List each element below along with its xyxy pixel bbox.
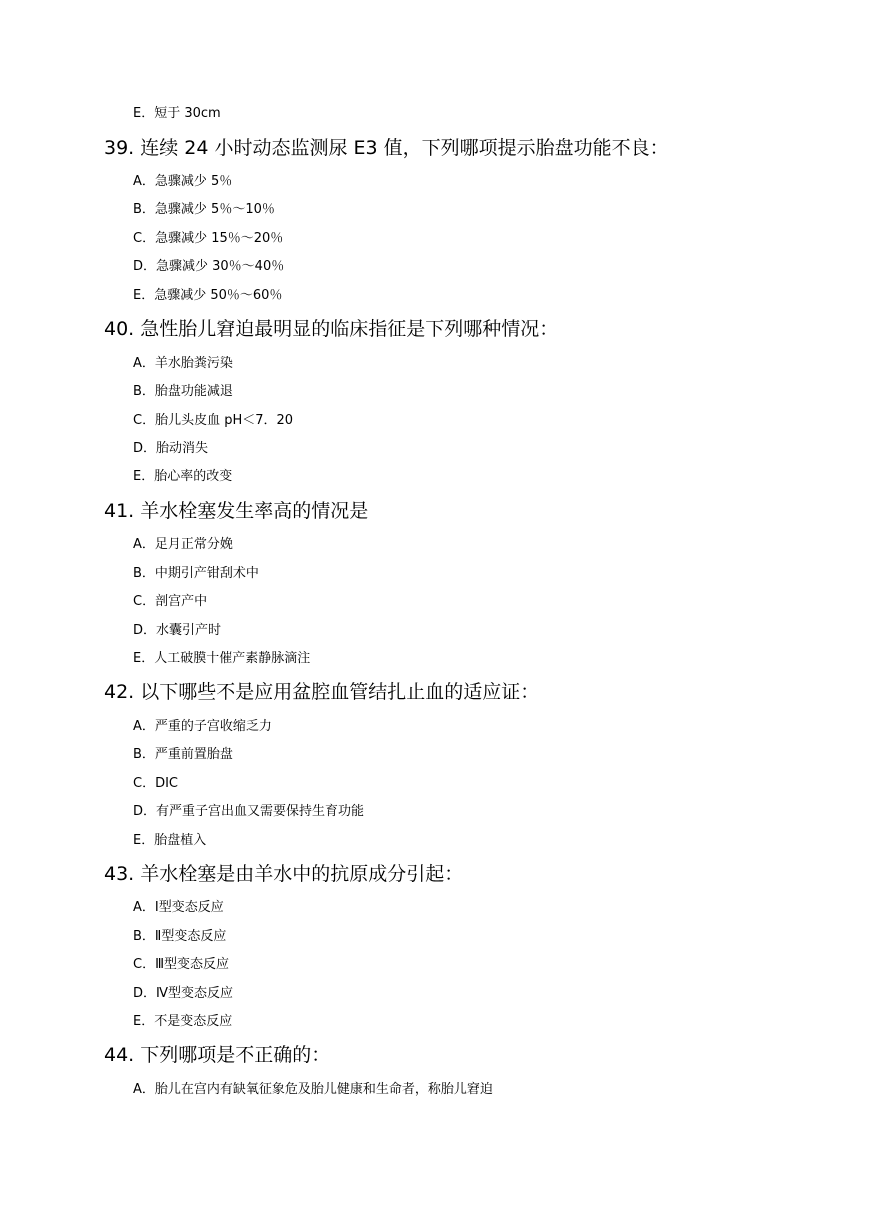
q43-option-a: A．Ⅰ型变态反应 — [133, 900, 224, 915]
question-43-title: 43. 羊水栓塞是由羊水中的抗原成分引起： — [104, 863, 464, 885]
q40-option-a: A．羊水胎粪污染 — [133, 356, 233, 371]
q44-option-a: A．胎儿在宫内有缺氧征象危及胎儿健康和生命者，称胎儿窘迫 — [133, 1082, 493, 1097]
q42-option-a: A．严重的子宫收缩乏力 — [133, 719, 272, 734]
q39-option-e: E．急骤减少 50％～60％ — [133, 288, 283, 303]
q40-option-b: B．胎盘功能减退 — [133, 384, 233, 399]
q40-option-d: D．胎动消失 — [133, 441, 209, 456]
question-41-title: 41. 羊水栓塞发生率高的情况是 — [104, 500, 369, 522]
q39-option-c: C．急骤减少 15％～20％ — [133, 231, 284, 246]
q41-option-a: A．足月正常分娩 — [133, 537, 233, 552]
question-39-title: 39. 连续 24 小时动态监测尿 E3 值，下列哪项提示胎盘功能不良： — [104, 137, 669, 159]
q42-option-e: E．胎盘植入 — [133, 833, 207, 848]
option-prev-e: E．短于 30cm — [133, 106, 221, 121]
q39-option-b: B．急骤减少 5％～10％ — [133, 202, 275, 217]
q41-option-e: E．人工破膜十催产素静脉滴注 — [133, 651, 311, 666]
q41-option-c: C．剖宫产中 — [133, 594, 208, 609]
q42-option-b: B．严重前置胎盘 — [133, 747, 233, 762]
q42-option-d: D．有严重子宫出血又需要保持生育功能 — [133, 804, 365, 819]
q39-option-a: A．急骤减少 5％ — [133, 174, 233, 189]
q43-option-c: C．Ⅲ型变态反应 — [133, 957, 230, 972]
q41-option-d: D．水囊引产时 — [133, 623, 222, 638]
question-40-title: 40. 急性胎儿窘迫最明显的临床指征是下列哪种情况： — [104, 318, 559, 340]
q43-option-b: B．Ⅱ型变态反应 — [133, 929, 227, 944]
q43-option-e: E．不是变态反应 — [133, 1014, 233, 1029]
q43-option-d: D．Ⅳ型变态反应 — [133, 986, 234, 1001]
q41-option-b: B．中期引产钳刮术中 — [133, 566, 259, 581]
question-42-title: 42. 以下哪些不是应用盆腔血管结扎止血的适应证： — [104, 681, 540, 703]
q42-option-c: C．DIC — [133, 776, 178, 791]
question-44-title: 44. 下列哪项是不正确的： — [104, 1044, 331, 1066]
q40-option-c: C．胎儿头皮血 pH＜7．20 — [133, 413, 294, 428]
q39-option-d: D．急骤减少 30％～40％ — [133, 259, 285, 274]
q40-option-e: E．胎心率的改变 — [133, 469, 233, 484]
